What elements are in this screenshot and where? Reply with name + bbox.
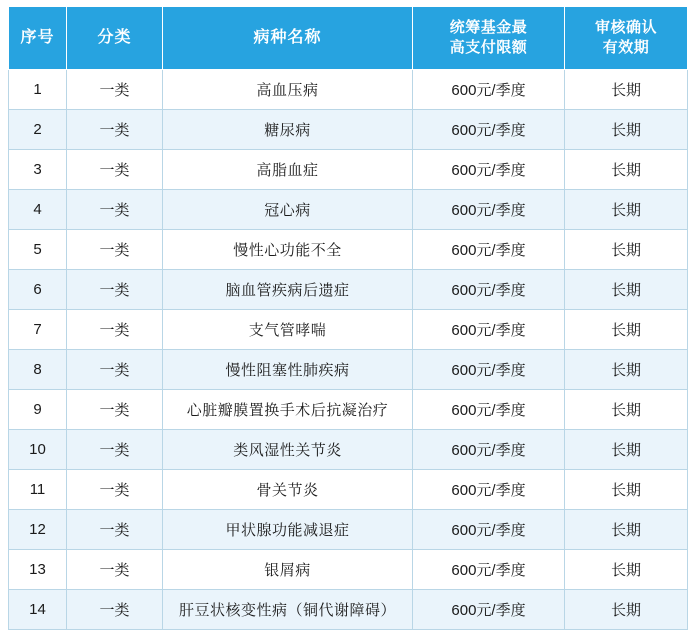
column-header-name: 病种名称 [163,7,413,70]
cell-category: 一类 [67,590,163,630]
cell-validity: 长期 [565,230,688,270]
cell-name: 高脂血症 [163,150,413,190]
table-row [9,70,688,110]
table-row [9,550,688,590]
cell-name: 骨关节炎 [163,470,413,510]
column-header-validity-line2: 有效期 [602,39,650,56]
cell-validity: 长期 [565,350,688,390]
cell-seq: 12 [9,510,67,550]
table-row [9,350,688,390]
cell-seq: 1 [9,70,67,110]
cell-category: 一类 [67,230,163,270]
cell-validity: 长期 [565,310,688,350]
column-header-limit [413,7,565,70]
cell-limit: 600元/季度 [413,230,565,270]
cell-category: 一类 [67,110,163,150]
table-row [9,310,688,350]
table-row [9,230,688,270]
cell-limit: 600元/季度 [413,350,565,390]
cell-category: 一类 [67,270,163,310]
cell-limit: 600元/季度 [413,390,565,430]
cell-validity: 长期 [565,150,688,190]
cell-validity: 长期 [565,470,688,510]
cell-validity: 长期 [565,270,688,310]
cell-seq: 4 [9,190,67,230]
cell-seq: 3 [9,150,67,190]
cell-limit: 600元/季度 [413,150,565,190]
cell-name: 脑血管疾病后遗症 [163,270,413,310]
table-row [9,470,688,510]
column-header-limit-line2: 高支付限额 [449,39,528,56]
cell-category: 一类 [67,430,163,470]
cell-category: 一类 [67,510,163,550]
cell-validity: 长期 [565,190,688,230]
cell-name: 银屑病 [163,550,413,590]
cell-validity: 长期 [565,390,688,430]
cell-limit: 600元/季度 [413,70,565,110]
column-header-validity [565,7,688,70]
column-header-category: 分类 [67,7,163,70]
cell-seq: 5 [9,230,67,270]
cell-limit: 600元/季度 [413,550,565,590]
cell-category: 一类 [67,190,163,230]
cell-validity: 长期 [565,510,688,550]
table-row [9,430,688,470]
cell-category: 一类 [67,150,163,190]
cell-name: 甲状腺功能减退症 [163,510,413,550]
cell-seq: 6 [9,270,67,310]
table-header-row [9,7,688,70]
cell-validity: 长期 [565,550,688,590]
cell-name: 慢性心功能不全 [163,230,413,270]
table-row [9,150,688,190]
cell-category: 一类 [67,310,163,350]
table-row [9,590,688,630]
cell-seq: 9 [9,390,67,430]
table-row [9,110,688,150]
table-header [9,7,688,70]
cell-seq: 10 [9,430,67,470]
cell-name: 冠心病 [163,190,413,230]
cell-seq: 13 [9,550,67,590]
cell-limit: 600元/季度 [413,470,565,510]
cell-validity: 长期 [565,590,688,630]
cell-seq: 2 [9,110,67,150]
cell-category: 一类 [67,350,163,390]
cell-name: 类风湿性关节炎 [163,430,413,470]
table-body [9,70,688,630]
disease-coverage-table [8,6,688,630]
cell-name: 慢性阻塞性肺疾病 [163,350,413,390]
cell-seq: 8 [9,350,67,390]
cell-seq: 14 [9,590,67,630]
cell-limit: 600元/季度 [413,110,565,150]
cell-category: 一类 [67,70,163,110]
table-row [9,390,688,430]
cell-category: 一类 [67,550,163,590]
cell-name: 肝豆状核变性病（铜代谢障碍） [163,590,413,630]
cell-limit: 600元/季度 [413,510,565,550]
cell-limit: 600元/季度 [413,430,565,470]
cell-name: 心脏瓣膜置换手术后抗凝治疗 [163,390,413,430]
cell-category: 一类 [67,470,163,510]
cell-seq: 11 [9,470,67,510]
cell-limit: 600元/季度 [413,190,565,230]
table-row [9,190,688,230]
cell-limit: 600元/季度 [413,310,565,350]
cell-validity: 长期 [565,430,688,470]
cell-limit: 600元/季度 [413,270,565,310]
column-header-limit-line1: 统筹基金最 [449,18,528,36]
cell-validity: 长期 [565,110,688,150]
table-row [9,510,688,550]
cell-category: 一类 [67,390,163,430]
cell-name: 糖尿病 [163,110,413,150]
column-header-seq: 序号 [9,7,67,70]
cell-name: 支气管哮喘 [163,310,413,350]
cell-name: 高血压病 [163,70,413,110]
column-header-validity-line1: 审核确认 [594,18,657,36]
cell-seq: 7 [9,310,67,350]
cell-limit: 600元/季度 [413,590,565,630]
table-row [9,270,688,310]
cell-validity: 长期 [565,70,688,110]
